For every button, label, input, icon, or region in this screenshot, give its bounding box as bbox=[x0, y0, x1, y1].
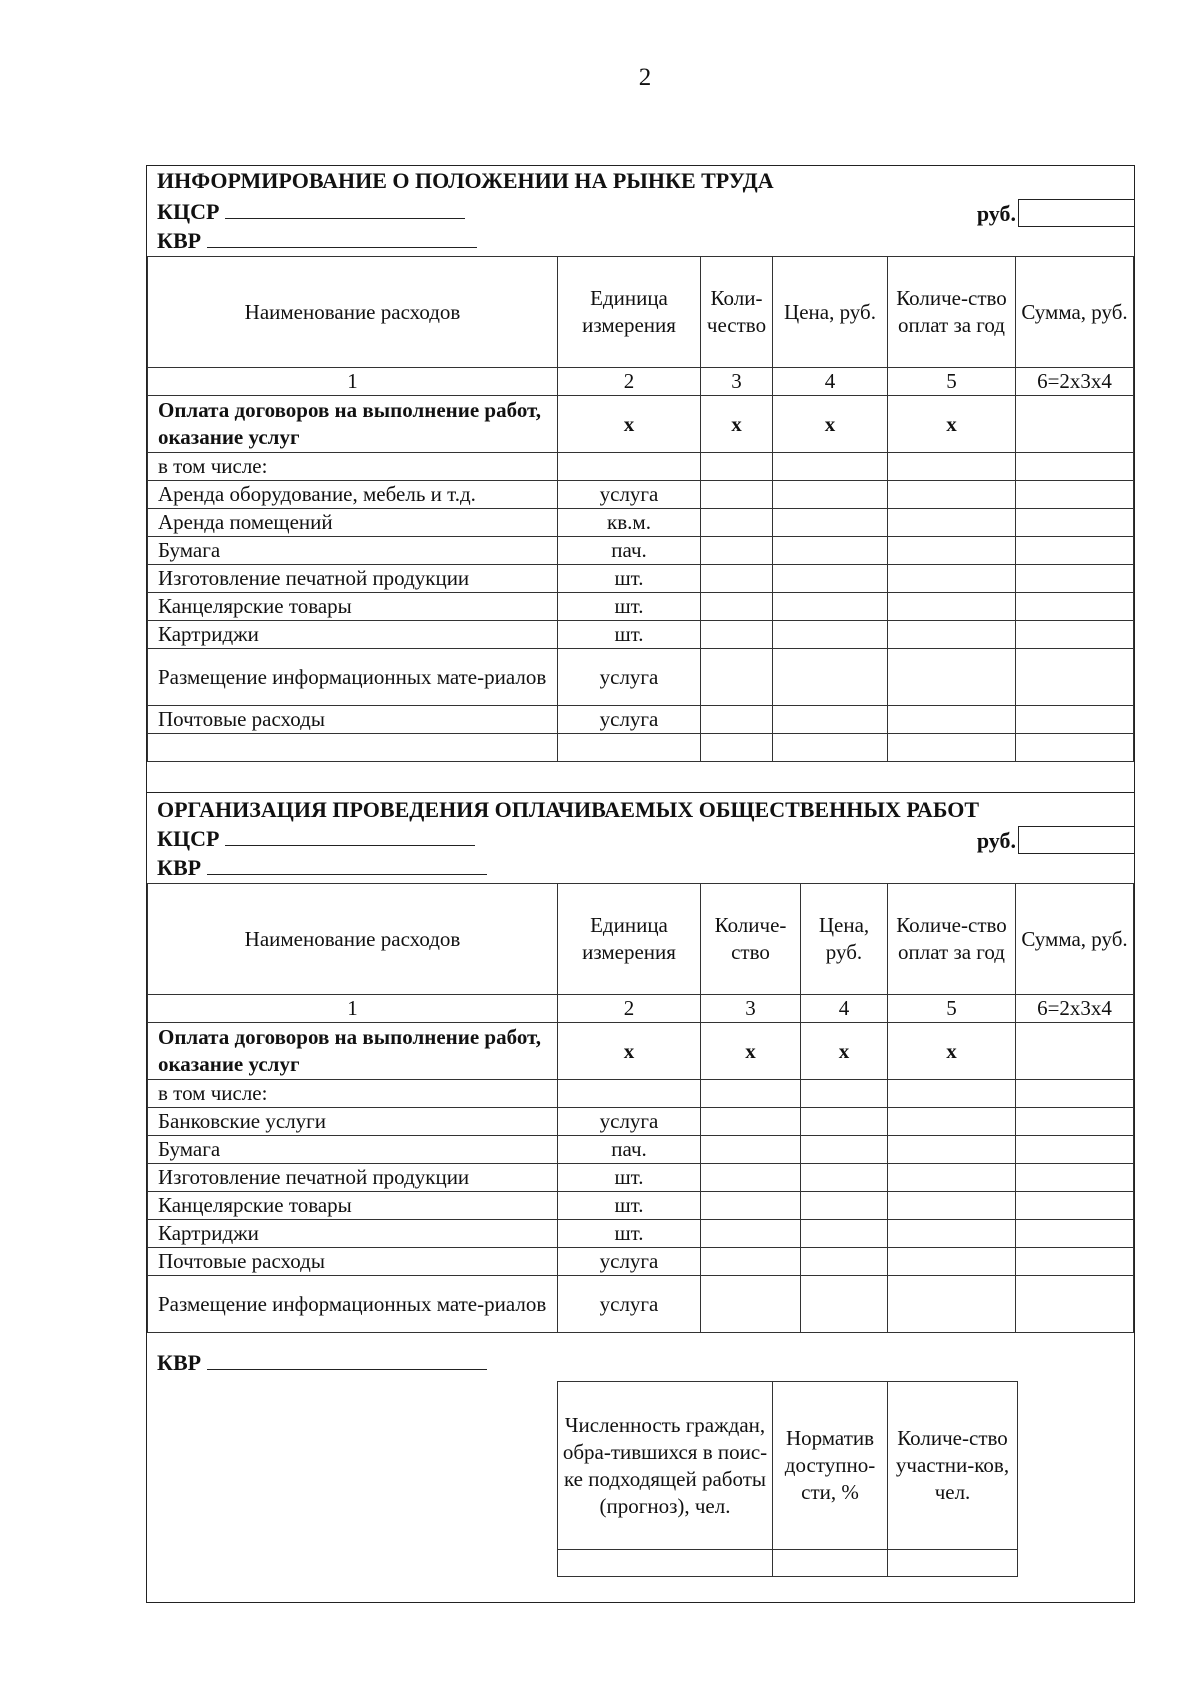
qty-cell[interactable] bbox=[701, 509, 773, 537]
price-cell[interactable] bbox=[773, 706, 888, 734]
row-name: Изготовление печатной продукции bbox=[148, 1164, 558, 1192]
unit-cell: шт. bbox=[558, 593, 701, 621]
qty-cell[interactable] bbox=[701, 1276, 801, 1333]
qty-cell[interactable] bbox=[701, 1192, 801, 1220]
qty-cell[interactable] bbox=[701, 1220, 801, 1248]
col-number: 2 bbox=[558, 995, 701, 1023]
payments-cell[interactable] bbox=[888, 453, 1016, 481]
sum-cell[interactable] bbox=[1016, 649, 1134, 706]
table-row bbox=[148, 1136, 1134, 1164]
sum-cell[interactable] bbox=[1016, 396, 1134, 453]
sum-cell[interactable] bbox=[1016, 509, 1134, 537]
row-name: Канцелярские товары bbox=[148, 1192, 558, 1220]
payments-cell[interactable] bbox=[888, 1276, 1016, 1333]
sum-cell[interactable] bbox=[1016, 1136, 1134, 1164]
row-name: Банковские услуги bbox=[148, 1108, 558, 1136]
col-number: 3 bbox=[701, 995, 801, 1023]
table-row bbox=[148, 649, 1134, 706]
table-row-empty bbox=[148, 734, 1134, 762]
price-cell[interactable] bbox=[773, 649, 888, 706]
x-mark: х bbox=[888, 396, 1016, 453]
row-name: Канцелярские товары bbox=[148, 593, 558, 621]
kvr-label: КВР bbox=[157, 1350, 202, 1375]
header-cell: Единица измерения bbox=[558, 257, 701, 368]
table-row bbox=[148, 453, 1134, 481]
header-cell: Цена, руб. bbox=[773, 257, 888, 368]
row-name: Изготовление печатной продукции bbox=[148, 565, 558, 593]
payments-cell[interactable] bbox=[888, 1220, 1016, 1248]
price-cell[interactable] bbox=[801, 1192, 888, 1220]
payments-cell[interactable] bbox=[888, 509, 1016, 537]
unit-cell: услуга bbox=[558, 481, 701, 509]
payments-cell[interactable] bbox=[888, 649, 1016, 706]
unit-cell: шт. bbox=[558, 1192, 701, 1220]
kvr-field-2 bbox=[157, 1350, 487, 1376]
unit-cell[interactable] bbox=[558, 1080, 701, 1108]
row-name: Оплата договоров на выполнение работ, оказание услуг bbox=[148, 396, 558, 453]
row-name: Размещение информационных мате-риалов bbox=[148, 649, 558, 706]
rub-input-box[interactable] bbox=[1018, 199, 1134, 227]
kvr-blank[interactable] bbox=[207, 229, 477, 248]
price-cell[interactable] bbox=[801, 1108, 888, 1136]
unit-cell: шт. bbox=[558, 621, 701, 649]
qty-cell[interactable] bbox=[701, 1080, 801, 1108]
col-number: 5 bbox=[888, 368, 1016, 396]
price-cell[interactable] bbox=[801, 1220, 888, 1248]
price-cell[interactable] bbox=[801, 1164, 888, 1192]
header-cell: Сумма, руб. bbox=[1016, 884, 1134, 995]
table-row bbox=[148, 1220, 1134, 1248]
header-cell: Количе-ство участни-ков, чел. bbox=[888, 1382, 1018, 1550]
x-mark: х bbox=[701, 1023, 801, 1080]
table-row bbox=[148, 1276, 1134, 1333]
payments-cell[interactable] bbox=[888, 481, 1016, 509]
kvr-blank[interactable] bbox=[207, 856, 487, 875]
sum-cell[interactable] bbox=[1016, 706, 1134, 734]
sum-cell[interactable] bbox=[1016, 537, 1134, 565]
table-row-main bbox=[148, 1023, 1134, 1080]
empty-cell[interactable] bbox=[773, 734, 888, 762]
section-paid-public-works bbox=[146, 792, 1135, 1603]
x-mark: х bbox=[558, 1023, 701, 1080]
payments-cell[interactable] bbox=[888, 621, 1016, 649]
unit-cell: шт. bbox=[558, 1220, 701, 1248]
kvr-label: КВР bbox=[157, 855, 202, 880]
qty-cell[interactable] bbox=[701, 537, 773, 565]
kcsr-label: КЦСР bbox=[157, 199, 220, 224]
price-cell[interactable] bbox=[773, 593, 888, 621]
qty-cell[interactable] bbox=[701, 453, 773, 481]
table-row bbox=[148, 481, 1134, 509]
kvr-label: КВР bbox=[157, 228, 202, 253]
payments-cell[interactable] bbox=[888, 537, 1016, 565]
row-name: Аренда помещений bbox=[148, 509, 558, 537]
column-number-row bbox=[148, 368, 1134, 396]
price-cell[interactable] bbox=[773, 509, 888, 537]
row-name: в том числе: bbox=[148, 453, 558, 481]
unit-cell: услуга bbox=[558, 1108, 701, 1136]
row-name: Почтовые расходы bbox=[148, 706, 558, 734]
table-row bbox=[148, 565, 1134, 593]
header-cell: Цена, руб. bbox=[801, 884, 888, 995]
table-row bbox=[148, 706, 1134, 734]
row-name: Бумага bbox=[148, 1136, 558, 1164]
row-name: Оплата договоров на выполнение работ, оказание услуг bbox=[148, 1023, 558, 1080]
x-mark: х bbox=[801, 1023, 888, 1080]
payments-cell[interactable] bbox=[888, 1136, 1016, 1164]
qty-cell[interactable] bbox=[701, 706, 773, 734]
unit-cell: услуга bbox=[558, 1276, 701, 1333]
table-header-row bbox=[148, 257, 1134, 368]
col-number: 3 bbox=[701, 368, 773, 396]
empty-cell[interactable] bbox=[888, 734, 1016, 762]
sum-cell[interactable] bbox=[1016, 1080, 1134, 1108]
x-mark: х bbox=[773, 396, 888, 453]
page-number: 2 bbox=[638, 64, 652, 91]
participants-value-cell[interactable] bbox=[888, 1550, 1018, 1577]
sum-cell[interactable] bbox=[1016, 453, 1134, 481]
kcsr-field bbox=[157, 826, 475, 852]
unit-cell: шт. bbox=[558, 1164, 701, 1192]
header-cell: Количе-ство bbox=[701, 884, 801, 995]
header-cell: Коли-чество bbox=[701, 257, 773, 368]
kvr-field bbox=[157, 228, 477, 254]
norm-value-cell[interactable] bbox=[773, 1550, 888, 1577]
empty-cell[interactable] bbox=[701, 734, 773, 762]
x-mark: х bbox=[701, 396, 773, 453]
header-cell: Наименование расходов bbox=[148, 257, 558, 368]
payments-cell[interactable] bbox=[888, 1192, 1016, 1220]
price-cell[interactable] bbox=[773, 537, 888, 565]
qty-cell[interactable] bbox=[701, 565, 773, 593]
qty-cell[interactable] bbox=[701, 1164, 801, 1192]
table-row bbox=[148, 1248, 1134, 1276]
kvr-field bbox=[157, 855, 487, 881]
col-number: 6=2х3х4 bbox=[1016, 995, 1134, 1023]
qty-cell[interactable] bbox=[701, 1248, 801, 1276]
kcsr-blank[interactable] bbox=[225, 200, 465, 219]
qty-cell[interactable] bbox=[701, 649, 773, 706]
x-mark: х bbox=[558, 396, 701, 453]
col-number: 6=2х3х4 bbox=[1016, 368, 1134, 396]
sum-cell[interactable] bbox=[1016, 1220, 1134, 1248]
unit-cell: пач. bbox=[558, 1136, 701, 1164]
row-name: Почтовые расходы bbox=[148, 1248, 558, 1276]
applicants-value-cell[interactable] bbox=[558, 1550, 773, 1577]
col-number: 2 bbox=[558, 368, 701, 396]
price-cell[interactable] bbox=[801, 1080, 888, 1108]
unit-cell: кв.м. bbox=[558, 509, 701, 537]
header-cell: Количе-ство оплат за год bbox=[888, 257, 1016, 368]
payments-cell[interactable] bbox=[888, 1164, 1016, 1192]
participants-header-row bbox=[558, 1382, 1018, 1550]
col-number: 4 bbox=[773, 368, 888, 396]
qty-cell[interactable] bbox=[701, 481, 773, 509]
expenses-table bbox=[147, 883, 1134, 1333]
table-row bbox=[148, 621, 1134, 649]
participants-table bbox=[557, 1381, 1018, 1577]
table-header-row bbox=[148, 884, 1134, 995]
header-cell: Численность граждан, обра-тившихся в поис-ке подходящей работы (прогноз), чел. bbox=[558, 1382, 773, 1550]
header-cell: Количе-ство оплат за год bbox=[888, 884, 1016, 995]
payments-cell[interactable] bbox=[888, 1108, 1016, 1136]
unit-cell[interactable] bbox=[558, 453, 701, 481]
section-title: ОРГАНИЗАЦИЯ ПРОВЕДЕНИЯ ОПЛАЧИВАЕМЫХ ОБЩЕСТВЕННЫХ РАБОТ bbox=[157, 797, 980, 822]
kvr-blank[interactable] bbox=[207, 1351, 487, 1370]
payments-cell[interactable] bbox=[888, 706, 1016, 734]
sum-cell[interactable] bbox=[1016, 1276, 1134, 1333]
col-number: 1 bbox=[148, 368, 558, 396]
table-row bbox=[148, 1192, 1134, 1220]
empty-cell[interactable] bbox=[558, 734, 701, 762]
section-labor-market-info bbox=[146, 165, 1135, 793]
qty-cell[interactable] bbox=[701, 1108, 801, 1136]
payments-cell[interactable] bbox=[888, 593, 1016, 621]
table-row bbox=[148, 1080, 1134, 1108]
rub-input-box[interactable] bbox=[1018, 826, 1134, 854]
unit-cell: шт. bbox=[558, 565, 701, 593]
price-cell[interactable] bbox=[801, 1136, 888, 1164]
column-number-row bbox=[148, 995, 1134, 1023]
sum-cell[interactable] bbox=[1016, 621, 1134, 649]
price-cell[interactable] bbox=[773, 565, 888, 593]
unit-cell: пач. bbox=[558, 537, 701, 565]
unit-cell: услуга bbox=[558, 1248, 701, 1276]
row-name: Бумага bbox=[148, 537, 558, 565]
qty-cell[interactable] bbox=[701, 1136, 801, 1164]
table-row bbox=[148, 537, 1134, 565]
table-row bbox=[148, 509, 1134, 537]
expenses-table bbox=[147, 256, 1134, 762]
qty-cell[interactable] bbox=[701, 593, 773, 621]
sum-cell[interactable] bbox=[1016, 1164, 1134, 1192]
kcsr-field bbox=[157, 199, 465, 225]
row-name: Аренда оборудование, мебель и т.д. bbox=[148, 481, 558, 509]
unit-cell: услуга bbox=[558, 649, 701, 706]
sum-cell[interactable] bbox=[1016, 1023, 1134, 1080]
table-row bbox=[148, 1108, 1134, 1136]
row-name: Размещение информационных мате-риалов bbox=[148, 1276, 558, 1333]
sum-cell[interactable] bbox=[1016, 481, 1134, 509]
row-name: Картриджи bbox=[148, 1220, 558, 1248]
sum-cell[interactable] bbox=[1016, 1248, 1134, 1276]
col-number: 5 bbox=[888, 995, 1016, 1023]
price-cell[interactable] bbox=[801, 1276, 888, 1333]
payments-cell[interactable] bbox=[888, 565, 1016, 593]
table-row-main bbox=[148, 396, 1134, 453]
header-cell: Единица измерения bbox=[558, 884, 701, 995]
sum-cell[interactable] bbox=[1016, 565, 1134, 593]
kcsr-label: КЦСР bbox=[157, 826, 220, 851]
x-mark: х bbox=[888, 1023, 1016, 1080]
sum-cell[interactable] bbox=[1016, 593, 1134, 621]
row-name: в том числе: bbox=[148, 1080, 558, 1108]
col-number: 1 bbox=[148, 995, 558, 1023]
empty-cell[interactable] bbox=[148, 734, 558, 762]
price-cell[interactable] bbox=[773, 453, 888, 481]
price-cell[interactable] bbox=[773, 621, 888, 649]
kcsr-blank[interactable] bbox=[225, 827, 475, 846]
sum-cell[interactable] bbox=[1016, 1192, 1134, 1220]
row-name: Картриджи bbox=[148, 621, 558, 649]
price-cell[interactable] bbox=[801, 1248, 888, 1276]
header-cell: Сумма, руб. bbox=[1016, 257, 1134, 368]
header-cell: Норматив доступно-сти, % bbox=[773, 1382, 888, 1550]
col-number: 4 bbox=[801, 995, 888, 1023]
table-row bbox=[148, 593, 1134, 621]
payments-cell[interactable] bbox=[888, 1248, 1016, 1276]
price-cell[interactable] bbox=[773, 481, 888, 509]
header-cell: Наименование расходов bbox=[148, 884, 558, 995]
table-row bbox=[148, 1164, 1134, 1192]
rub-label: руб. bbox=[976, 201, 1016, 226]
unit-cell: услуга bbox=[558, 706, 701, 734]
empty-cell[interactable] bbox=[1016, 734, 1134, 762]
participants-value-row bbox=[558, 1550, 1018, 1577]
payments-cell[interactable] bbox=[888, 1080, 1016, 1108]
rub-label: руб. bbox=[976, 828, 1016, 853]
section-title: ИНФОРМИРОВАНИЕ О ПОЛОЖЕНИИ НА РЫНКЕ ТРУДА bbox=[157, 168, 774, 193]
sum-cell[interactable] bbox=[1016, 1108, 1134, 1136]
qty-cell[interactable] bbox=[701, 621, 773, 649]
